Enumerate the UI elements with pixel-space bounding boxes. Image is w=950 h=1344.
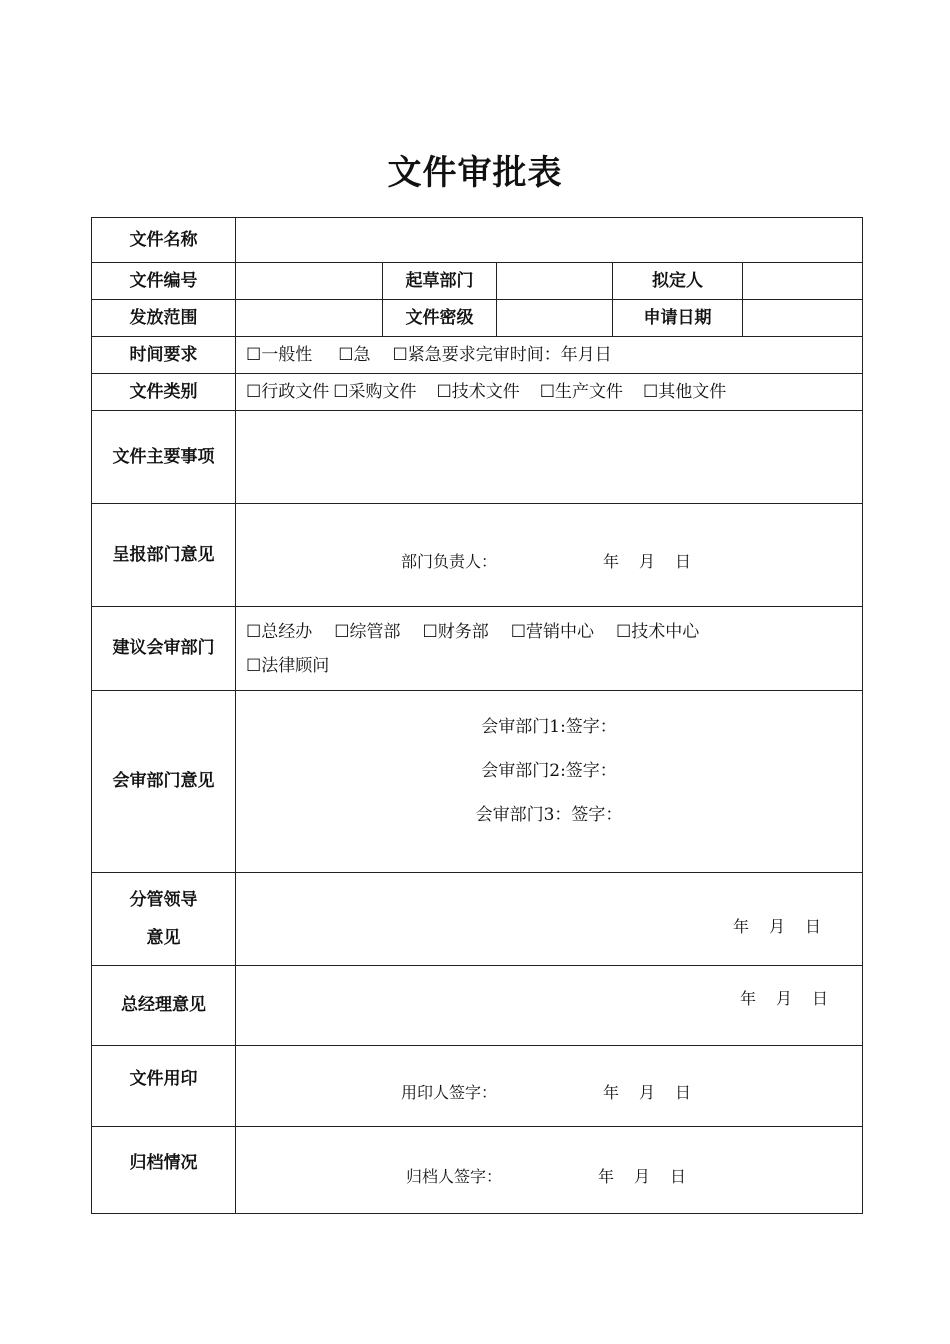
review-dept-opinion-field[interactable] [236,691,863,873]
drafter-field[interactable] [743,263,863,300]
leader-label: 分管领导 意见 [92,873,236,966]
row-main-items [92,411,863,504]
review-dept-3-sign: 会审部门3：签字： [475,805,623,825]
checkbox-production-file[interactable]: ☐生产文件 [539,381,623,402]
checkbox-tech-center[interactable]: ☐技术中心 [616,621,700,642]
gm-date: 年 月 日 [740,989,829,1008]
file-type-label: 文件类别 [92,374,236,411]
file-type-options [236,374,863,411]
archive-signer: 归档人签字： [406,1167,503,1186]
checkbox-very-urgent[interactable]: ☐紧急要求完审时间：年月日 [392,344,612,365]
checkbox-legal-advisor[interactable]: ☐法律顾问 [246,655,330,676]
page-title: 文件审批表 [387,153,563,193]
review-dept-label: 会审部门意见 [92,691,236,873]
review-dept-1-sign: 会审部门1:签字： [481,717,617,737]
checkbox-purchase-file[interactable]: ☐采购文件 [333,381,417,402]
file-name-field[interactable] [236,218,863,263]
scope-label: 发放范围 [92,300,236,337]
gm-label: 总经理意见 [92,966,236,1046]
row-seal [92,1046,863,1127]
apply-date-field[interactable] [743,300,863,337]
file-name-label: 文件名称 [92,218,236,263]
report-dept-label: 呈报部门意见 [92,504,236,607]
row-time-requirement [92,337,863,374]
row-file-number [92,263,863,300]
checkbox-urgent[interactable]: ☐急 [338,344,371,365]
report-dept-opinion-field[interactable] [236,504,863,607]
checkbox-gm-office[interactable]: ☐总经办 [246,621,313,642]
row-file-name [92,218,863,263]
checkbox-marketing-center[interactable]: ☐营销中心 [510,621,594,642]
checkbox-other-file[interactable]: ☐其他文件 [643,381,727,402]
seal-signer: 用印人签字： [401,1083,498,1102]
row-gm [92,966,863,1046]
time-requirement-label: 时间要求 [92,337,236,374]
leader-opinion-field[interactable] [236,873,863,966]
row-suggest-dept [92,607,863,691]
drafter-label: 拟定人 [613,263,743,300]
archive-field[interactable] [236,1127,863,1214]
row-file-type [92,374,863,411]
leader-date: 年 月 日 [733,917,822,936]
suggest-dept-label: 建议会审部门 [92,607,236,691]
report-dept-signer: 部门负责人： [401,552,498,571]
file-number-field[interactable] [236,263,383,300]
main-items-label: 文件主要事项 [92,411,236,504]
scope-field[interactable] [236,300,383,337]
row-archive [92,1127,863,1214]
archive-label: 归档情况 [92,1127,236,1214]
checkbox-general[interactable]: ☐一般性 [246,344,313,365]
time-requirement-options [236,337,863,374]
seal-field[interactable] [236,1046,863,1127]
checkbox-admin-file[interactable]: ☐行政文件 [246,381,330,402]
main-items-field[interactable] [236,411,863,504]
drafting-dept-label: 起草部门 [383,263,497,300]
drafting-dept-field[interactable] [497,263,613,300]
checkbox-admin-dept[interactable]: ☐综管部 [334,621,401,642]
row-report-dept [92,504,863,607]
row-scope [92,300,863,337]
secret-level-label: 文件密级 [383,300,497,337]
archive-date: 年 月 日 [598,1167,687,1186]
checkbox-finance-dept[interactable]: ☐财务部 [422,621,489,642]
row-review-dept [92,691,863,873]
report-dept-date: 年 月 日 [603,552,692,571]
gm-opinion-field[interactable] [236,966,863,1046]
review-dept-2-sign: 会审部门2:签字： [481,761,617,781]
seal-label: 文件用印 [92,1046,236,1127]
row-leader [92,873,863,966]
suggest-dept-options [236,607,863,691]
file-number-label: 文件编号 [92,263,236,300]
checkbox-tech-file[interactable]: ☐技术文件 [436,381,520,402]
seal-date: 年 月 日 [603,1083,692,1102]
approval-form-table [91,217,863,1214]
apply-date-label: 申请日期 [613,300,743,337]
secret-level-field[interactable] [497,300,613,337]
